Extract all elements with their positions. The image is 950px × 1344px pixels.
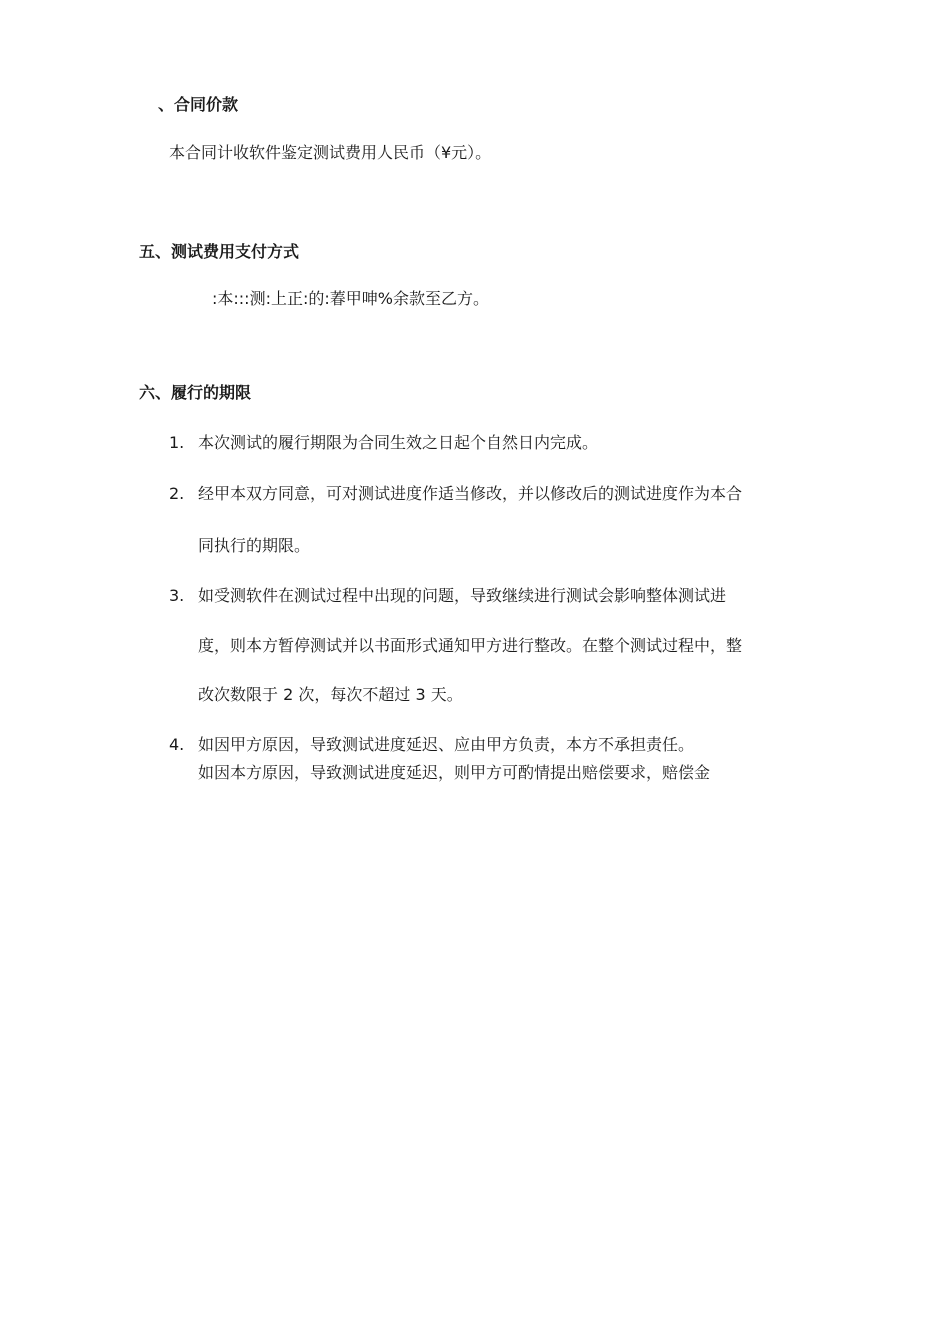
term-item-2-number: 2. <box>169 484 185 503</box>
section-term-heading: 六、履行的期限 <box>139 383 252 402</box>
term-item-1-number: 1. <box>169 433 185 452</box>
term-item-4-line-2: 如因本方原因，导致测试进度延迟，则甲方可酌情提出赔偿要求，赔偿金 <box>198 763 711 782</box>
term-item-2-line-1: 经甲本双方同意，可对测试进度作适当修改，并以修改后的测试进度作为本合 <box>198 484 743 503</box>
term-item-2-line-2: 同执行的期限。 <box>198 536 311 555</box>
section-payment-heading: 五、测试费用支付方式 <box>139 242 300 261</box>
term-item-3-line-1: 如受测软件在测试过程中出现的问题，导致继续进行测试会影响整体测试进 <box>198 586 727 605</box>
term-item-4-number: 4. <box>169 735 185 754</box>
section-payment-text: :本:::测:上正:的:萶甲呻%余款至乙方。 <box>212 289 489 308</box>
term-item-3-line-3: 改次数限于 2 次，每次不超过 3 天。 <box>198 685 463 704</box>
term-item-3-line-2: 度，则本方暂停测试并以书面形式通知甲方进行整改。在整个测试过程中，整 <box>198 636 743 655</box>
section-price-text: 本合同计收软件鉴定测试费用人民币（¥元）。 <box>169 143 492 162</box>
term-item-4-line-1: 如因甲方原因，导致测试进度延迟、应由甲方负责，本方不承担责任。 <box>198 735 695 754</box>
section-price-heading: 、合同价款 <box>158 95 239 114</box>
term-item-1-line-1: 本次测试的履行期限为合同生效之日起个自然日内完成。 <box>198 433 599 452</box>
term-item-3-number: 3. <box>169 586 185 605</box>
